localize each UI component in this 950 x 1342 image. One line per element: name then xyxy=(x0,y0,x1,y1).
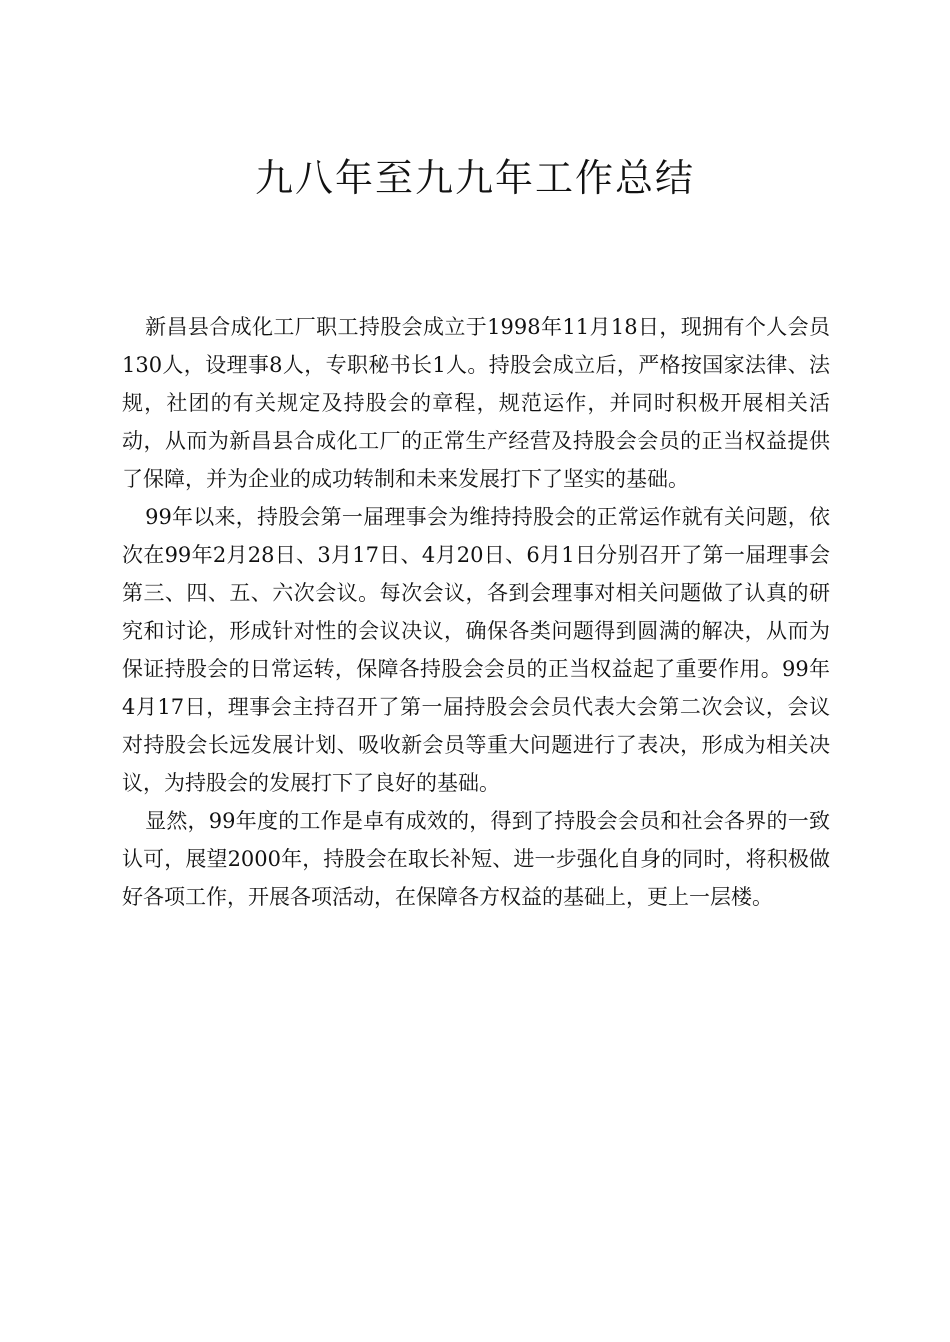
paragraph-3: 显然，99年度的工作是卓有成效的，得到了持股会会员和社会各界的一致认可，展望2000年，持股会在取长补短、进一步强化自身的同时，将积极做好各项工作，开展各项活动，在保障各方权益的基础上，更上一层楼。 xyxy=(122,809,830,909)
document-title: 九八年至九九年工作总结 xyxy=(254,156,695,200)
document-body xyxy=(122,308,830,916)
paragraph-1: 新昌县合成化工厂职工持股会成立于1998年11月18日，现拥有个人会员130人，设理事8人，专职秘书长1人。持股会成立后，严格按国家法律、法规，社团的有关规定及持股会的章程，规范运作，并同时积极开展相关活动，从而为新昌县合成化工厂的正常生产经营及持股会会员的正当权益提供了保障，并为企业的成功转制和未来发展打下了坚实的基础。 xyxy=(122,315,830,491)
paragraph-2: 99年以来，持股会第一届理事会为维持持股会的正常运作就有关问题，依次在99年2月28日、3月17日、4月20日、6月1日分别召开了第一届理事会第三、四、五、六次会议。每次会议，各到会理事对相关问题做了认真的研究和讨论，形成针对性的会议决议，确保各类问题得到圆满的解决，从而为保证持股会的日常运转，保障各持股会会员的正当权益起了重要作用。99年4月17日，理事会主持召开了第一届持股会会员代表大会第二次会议，会议对持股会长远发展计划、吸收新会员等重大问题进行了表决，形成为相关决议，为持股会的发展打下了良好的基础。 xyxy=(122,505,830,795)
